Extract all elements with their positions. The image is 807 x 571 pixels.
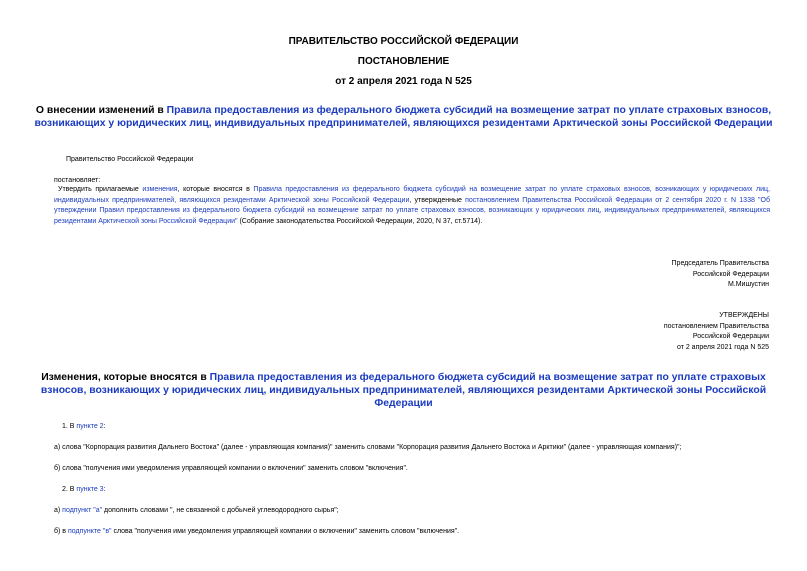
- document-title: [30, 104, 777, 130]
- resolves-label: постановляет:: [54, 177, 101, 184]
- item-2b-pre: б) в: [54, 528, 68, 535]
- resolution-paragraph: [54, 185, 770, 227]
- signature-block: [672, 259, 769, 291]
- item-2a: [54, 506, 339, 516]
- item-2-post: :: [103, 486, 106, 493]
- approved-block: [664, 311, 769, 353]
- item-2-pre: 2. В: [62, 486, 77, 493]
- item-2a-pre: а): [54, 507, 63, 514]
- item-2b-link[interactable]: подпункте "в": [67, 528, 112, 535]
- approved-line-3: Российской Федерации: [692, 333, 769, 340]
- item-1-pre: 1. В: [62, 423, 77, 430]
- rules-link-2[interactable]: Правила предоставления из федерального бюджета субсидий на возмещение затрат по уплате страховых взносов, возникающих у юридических лиц, индивидуальных предпринимателей, являющихся резидентами Арктической зоны Российской Федерации: [54, 186, 770, 204]
- item-1a: а) слова "Корпорация развития Дальнего Востока" (далее - управляющая компания)" заменить словами "Корпорация развития Дальнего Востока и Арктики" (далее - управляющая компания)";: [54, 444, 682, 451]
- item-1: [62, 422, 106, 432]
- signature-line-3: М.Мишустин: [727, 281, 769, 288]
- document-title-prefix: О внесении изменений в: [35, 105, 167, 116]
- para-text-2: , которые вносятся в: [177, 186, 254, 193]
- government-label: Правительство Российской Федерации: [66, 156, 194, 163]
- item-2b: [54, 527, 459, 537]
- item-2a-link[interactable]: подпункт "а": [62, 507, 103, 514]
- para-text-1: Утвердить прилагаемые: [58, 186, 143, 193]
- para-text-3: , утвержденные: [409, 196, 466, 204]
- header-date-number: от 2 апреля 2021 года N 525: [335, 76, 472, 87]
- changes-title-prefix: Изменения, которые вносятся в: [41, 372, 210, 383]
- rules-link-3[interactable]: Правила предоставления из федерального бюджета субсидий на возмещение затрат по уплате страховых взносов, возникающих у юридических лиц, индивидуальных предпринимателей, являющихся резидентами Арктической зоны Российской Федерации: [40, 372, 767, 409]
- approved-line-2: постановлением Правительства: [663, 322, 769, 330]
- header-org: ПРАВИТЕЛЬСТВО РОССИЙСКОЙ ФЕДЕРАЦИИ: [288, 36, 519, 47]
- header-doc-type: ПОСТАНОВЛЕНИЕ: [357, 56, 450, 67]
- changes-link[interactable]: изменения: [142, 186, 178, 193]
- para-text-4: (Собрание законодательства Российской Федерации, 2020, N 37, ст.5714).: [237, 217, 483, 225]
- decree-link[interactable]: постановлением Правительства Российской Федерации от 2 сентября 2020 г. N 1338 "Об утверждении Правил предоставления из федерального бюджета субсидий на возмещение затрат по уплате страховых взносов, возникающих у юридических лиц, индивидуальных предпринимателей, являющихся резидентами Арктической зоны Российской Федерации": [54, 196, 770, 225]
- approved-line-1: УТВЕРЖДЕНЫ: [719, 312, 769, 319]
- signature-line-2: Российской Федерации: [692, 270, 769, 278]
- changes-title: [30, 371, 777, 410]
- item-2: [62, 485, 106, 495]
- approved-line-4: от 2 апреля 2021 года N 525: [676, 343, 769, 351]
- item-1-post: :: [103, 423, 106, 430]
- item-1b: б) слова "получения ими уведомления управляющей компании о включении" заменить словом "включения".: [54, 465, 408, 472]
- item-2a-post: дополнить словами ", не связанной с добычей углеводородного сырья";: [102, 507, 339, 514]
- item-2b-post: слова "получения ими уведомления управляющей компании о включении" заменить словом "включения".: [111, 528, 460, 535]
- rules-link[interactable]: Правила предоставления из федерального бюджета субсидий на возмещение затрат по уплате страховых взносов, возникающих у юридических лиц, индивидуальных предпринимателей, являющихся резидентами Арктической зоны Российской Федерации: [34, 105, 773, 129]
- item-1-link[interactable]: пункте 2: [76, 423, 104, 430]
- item-2-link[interactable]: пункте 3: [76, 486, 104, 493]
- signature-line-1: Председатель Правительства: [671, 260, 769, 267]
